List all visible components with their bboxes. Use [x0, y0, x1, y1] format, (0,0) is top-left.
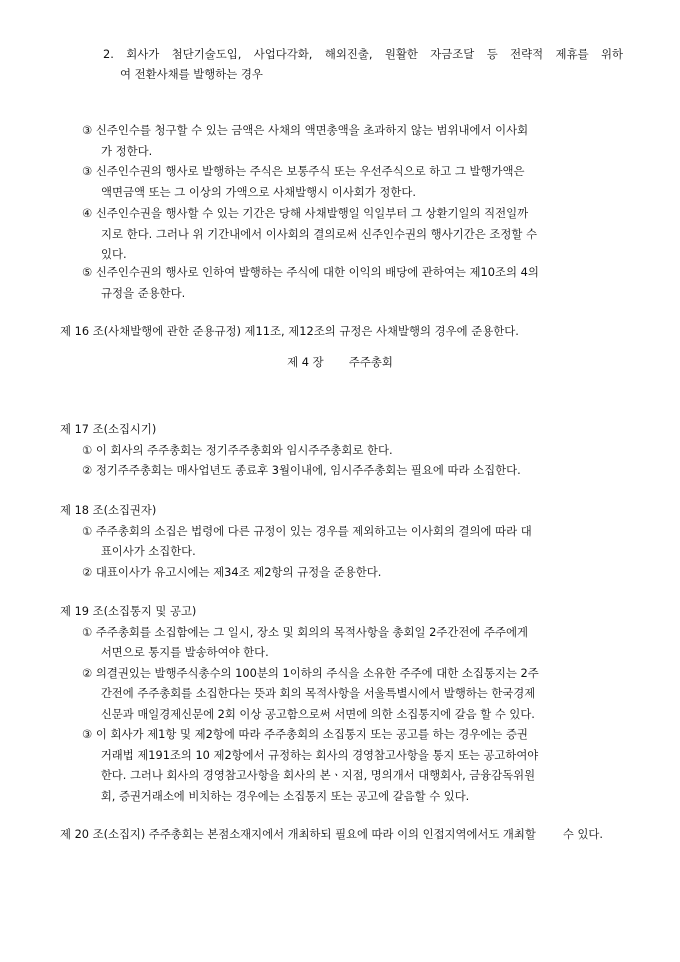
item-marker: ① [82, 624, 93, 639]
article-19 [60, 601, 626, 806]
item-marker: ④ [82, 206, 93, 220]
item-marker: ③ [82, 123, 93, 137]
item-marker: ③ [82, 727, 93, 741]
article-20 [60, 824, 626, 845]
chapter-heading [0, 352, 680, 372]
item-line: 있다. [101, 247, 127, 261]
chapter-title: 주주총회 [348, 355, 393, 369]
item-marker: ② [82, 665, 93, 680]
item-line: 주주총회를 소집함에는 그 일시, 장소 및 회의의 목적사항을 총회일 2주간전에 주주에게 [95, 624, 529, 639]
item-marker: ③ [82, 164, 93, 178]
item-line: 지로 한다. 그러나 위 기간내에서 이사회의 결의로써 신주인수권의 행사기간은 조정할 수 [101, 226, 537, 241]
item-line: 신주인수권의 행사로 인하여 발행하는 주식에 대한 이익의 배당에 관하여는 제10조의 4의 [95, 265, 539, 279]
article-heading: 제 19 조(소집통지 및 공고) [60, 604, 197, 618]
item-marker: ② [82, 463, 93, 477]
item-line: 표이사가 소집한다. [100, 544, 196, 558]
item-line: 규정을 준용한다. [101, 285, 186, 300]
item-line: 서면으로 통지를 발송하여야 한다. [100, 645, 269, 659]
sub-item-2 [103, 44, 623, 84]
item-line: 신주인수권의 행사로 발행하는 주식은 보통주식 또는 우선주식으로 하고 그 발행가액은 [95, 164, 525, 178]
article-line: 수 있다. [563, 827, 604, 841]
item-marker: ⑤ [82, 265, 93, 279]
item-line: 주주총회의 소집은 법령에 다른 규정이 있는 경우를 제외하고는 이사회의 결의에 따라 대 [95, 523, 532, 538]
article-17 [60, 419, 626, 481]
item-line: 회, 증권거래소에 비치하는 경우에는 소집통지 또는 공고에 갈음할 수 있다. [100, 788, 470, 803]
item-line: 이 회사가 제1항 및 제2항에 따라 주주총회의 소집통지 또는 공고를 하는 경우에는 증권 [95, 727, 528, 741]
chapter-number: 제 4 장 [287, 355, 324, 369]
article-18 [60, 500, 626, 582]
article-heading: 제 17 조(소집시기) [60, 422, 157, 436]
item-line: 신주인수권을 행사할 수 있는 기간은 당해 사채발행일 익일부터 그 상환기일의 직전일까 [95, 206, 529, 220]
item-marker: ① [82, 442, 93, 457]
sub-item-line2: 여 전환사채를 발행하는 경우 [120, 67, 263, 81]
art15-item-3a [82, 120, 624, 161]
item-line: 의결권있는 발행주식총수의 100분의 1이하의 주식을 소유한 주주에 대한 소집통지는 2주 [95, 665, 539, 680]
item-line: 신주인수를 청구할 수 있는 금액은 사채의 액면총액을 초과하지 않는 범위내에서 이사회 [95, 123, 529, 137]
item-line: 신문과 매일경제신문에 2회 이상 공고함으로써 서면에 의한 소집통지에 갈음 할 수 있다. [100, 706, 535, 721]
item-line: 가 정한다. [101, 143, 153, 158]
item-line: 액면금액 또는 그 이상의 가액으로 사채발행시 이사회가 정한다. [101, 184, 417, 199]
item-marker: ② [82, 564, 93, 579]
art15-item-3b [82, 161, 624, 202]
item-line: 대표이사가 유고시에는 제34조 제2항의 규정을 준용한다. [95, 564, 382, 579]
article-line: 제 20 조(소집지) 주주총회는 본점소재지에서 개최하되 필요에 따라 이의 인접지역에서도 개최할 [60, 827, 536, 841]
article-16: 제 16 조(사채발행에 관한 준용규정) 제11조, 제12조의 규정은 사채발행의 경우에 준용한다. [60, 324, 519, 338]
article-heading: 제 18 조(소집권자) [60, 503, 157, 517]
sub-item-line1: 회사가 첨단기술도입, 사업다각화, 해외진출, 원활한 자금조달 등 전략적 제휴를 위하 [126, 47, 623, 61]
item-line: 정기주주총회는 매사업년도 종료후 3월이내에, 임시주주총회는 필요에 따라 소집한다. [95, 463, 521, 477]
item-line: 거래법 제191조의 10 제2항에서 규정하는 회사의 경영참고사항을 통지 또는 공고하여야 [100, 747, 539, 762]
sub-item-marker: 2. [103, 47, 114, 61]
art15-item-5 [82, 262, 624, 303]
art15-item-4 [82, 203, 624, 265]
item-marker: ① [82, 523, 93, 538]
item-line: 간전에 주주총회를 소집한다는 뜻과 회의 목적사항을 서울특별시에서 발행하는 한국경제 [100, 686, 536, 700]
item-line: 한다. 그러나 회사의 경영참고사항을 회사의 본ㆍ지점, 명의개서 대행회사, 금융감독위원 [100, 768, 536, 782]
item-line: 이 회사의 주주총회는 정기주주총회와 임시주주총회로 한다. [95, 442, 393, 457]
